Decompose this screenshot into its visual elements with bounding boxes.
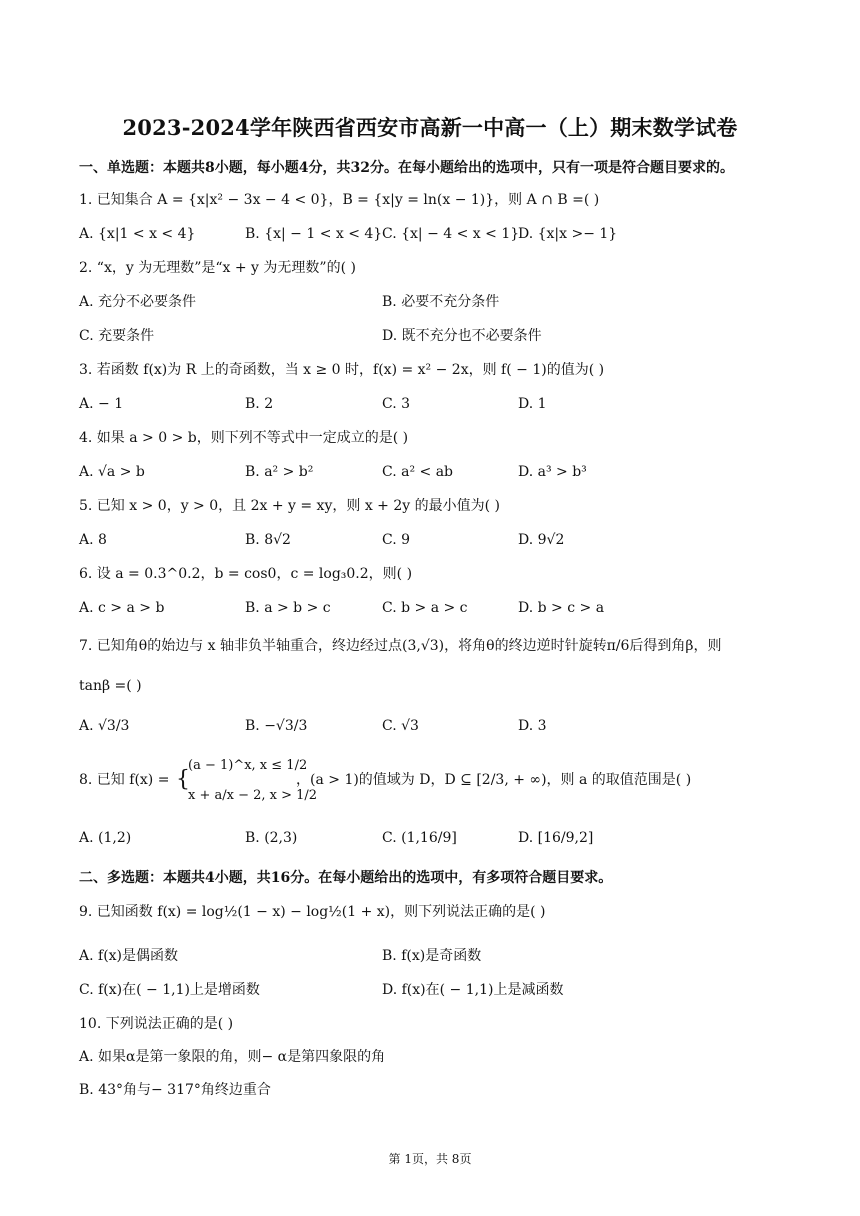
q3-option-a: A. − 1 [79, 396, 124, 412]
q4-option-c: C. a² < ab [382, 464, 454, 480]
q1-option-a: A. {x|1 < x < 4} [79, 226, 196, 242]
q9-option-a: A. f(x)是偶函数 [79, 948, 179, 964]
q10-option-a: A. 如果α是第一象限的角，则− α是第四象限的角 [79, 1049, 386, 1065]
q2-option-d: D. 既不充分也不必要条件 [382, 328, 542, 344]
q3-option-c: C. 3 [382, 396, 411, 412]
q7-option-c: C. √3 [382, 718, 419, 734]
q7-option-a: A. √3/3 [79, 718, 130, 734]
question-4-stem: 4. 如果 a > 0 > b，则下列不等式中一定成立的是( ) [79, 430, 409, 446]
section-single-choice: 一、单选题：本题共8小题，每小题4分，共32分。在每小题给出的选项中，只有一项是符合题目要求的。 [79, 160, 734, 176]
q1-option-d: D. {x|x >− 1} [518, 226, 618, 242]
q9-option-c: C. f(x)在( − 1,1)上是增函数 [79, 982, 260, 998]
q8-case-2: x + a/x − 2, x > 1/2 [188, 788, 318, 803]
q4-option-a: A. √a > b [79, 464, 145, 480]
q3-option-b: B. 2 [245, 396, 274, 412]
q6-option-a: A. c > a > b [79, 600, 165, 616]
question-7-stem: 7. 已知角θ的始边与 x 轴非负半轴重合，终边经过点(3,√3)，将角θ的终边逆时针旋转π/6后得到角β，则 [79, 638, 722, 654]
q5-option-b: B. 8√2 [245, 532, 291, 548]
q8-option-c: C. (1,16/9] [382, 830, 457, 846]
question-8-stem-suffix: ，(a > 1)的值域为 D，D ⊆ [2/3, + ∞)，则 a 的取值范围是( ) [296, 772, 692, 788]
q4-option-d: D. a³ > b³ [518, 464, 587, 480]
page-footer: 第 1页，共 8页 [388, 1152, 472, 1166]
piecewise-brace: { [176, 767, 190, 792]
q8-option-d: D. [16/9,2] [518, 830, 594, 846]
question-8-stem-prefix: 8. 已知 f(x) = [79, 772, 170, 788]
q5-option-d: D. 9√2 [518, 532, 565, 548]
q8-option-a: A. (1,2) [79, 830, 132, 846]
q8-option-b: B. (2,3) [245, 830, 298, 846]
q2-option-b: B. 必要不充分条件 [382, 294, 500, 310]
q10-option-b: B. 43°角与− 317°角终边重合 [79, 1082, 271, 1098]
q4-option-b: B. a² > b² [245, 464, 314, 480]
question-3-stem: 3. 若函数 f(x)为 R 上的奇函数，当 x ≥ 0 时，f(x) = x² − 2x，则 f( − 1)的值为( ) [79, 362, 605, 378]
q7-option-d: D. 3 [518, 718, 547, 734]
q8-case-1: (a − 1)^x, x ≤ 1/2 [188, 758, 308, 773]
page-title: 2023-2024学年陕西省西安市高新一中高一（上）期末数学试卷 [122, 115, 738, 140]
question-7-stem-cont: tanβ =( ) [79, 678, 142, 694]
q2-option-a: A. 充分不必要条件 [79, 294, 197, 310]
q6-option-c: C. b > a > c [382, 600, 468, 616]
q6-option-b: B. a > b > c [245, 600, 331, 616]
q9-option-b: B. f(x)是奇函数 [382, 948, 482, 964]
q2-option-c: C. 充要条件 [79, 328, 155, 344]
q1-option-b: B. {x| − 1 < x < 4} [245, 226, 383, 242]
q1-option-c: C. {x| − 4 < x < 1} [382, 226, 520, 242]
section-multiple-choice: 二、多选题：本题共4小题，共16分。在每小题给出的选项中，有多项符合题目要求。 [79, 870, 613, 886]
q7-option-b: B. −√3/3 [245, 718, 308, 734]
q5-option-a: A. 8 [79, 532, 107, 548]
question-9-stem: 9. 已知函数 f(x) = log½(1 − x) − log½(1 + x)，则下列说法正确的是( ) [79, 904, 546, 920]
q9-option-d: D. f(x)在( − 1,1)上是减函数 [382, 982, 564, 998]
q3-option-d: D. 1 [518, 396, 547, 412]
question-2-stem: 2. “x，y 为无理数”是“x + y 为无理数”的( ) [79, 260, 356, 276]
question-1-stem: 1. 已知集合 A = {x|x² − 3x − 4 < 0}，B = {x|y = ln(x − 1)}，则 A ∩ B =( ) [79, 192, 600, 208]
q6-option-d: D. b > c > a [518, 600, 605, 616]
question-5-stem: 5. 已知 x > 0，y > 0，且 2x + y = xy，则 x + 2y 的最小值为( ) [79, 498, 500, 514]
question-10-stem: 10. 下列说法正确的是( ) [79, 1016, 234, 1032]
question-6-stem: 6. 设 a = 0.3^0.2，b = cos0，c = log₃0.2，则( ) [79, 566, 413, 582]
q5-option-c: C. 9 [382, 532, 411, 548]
